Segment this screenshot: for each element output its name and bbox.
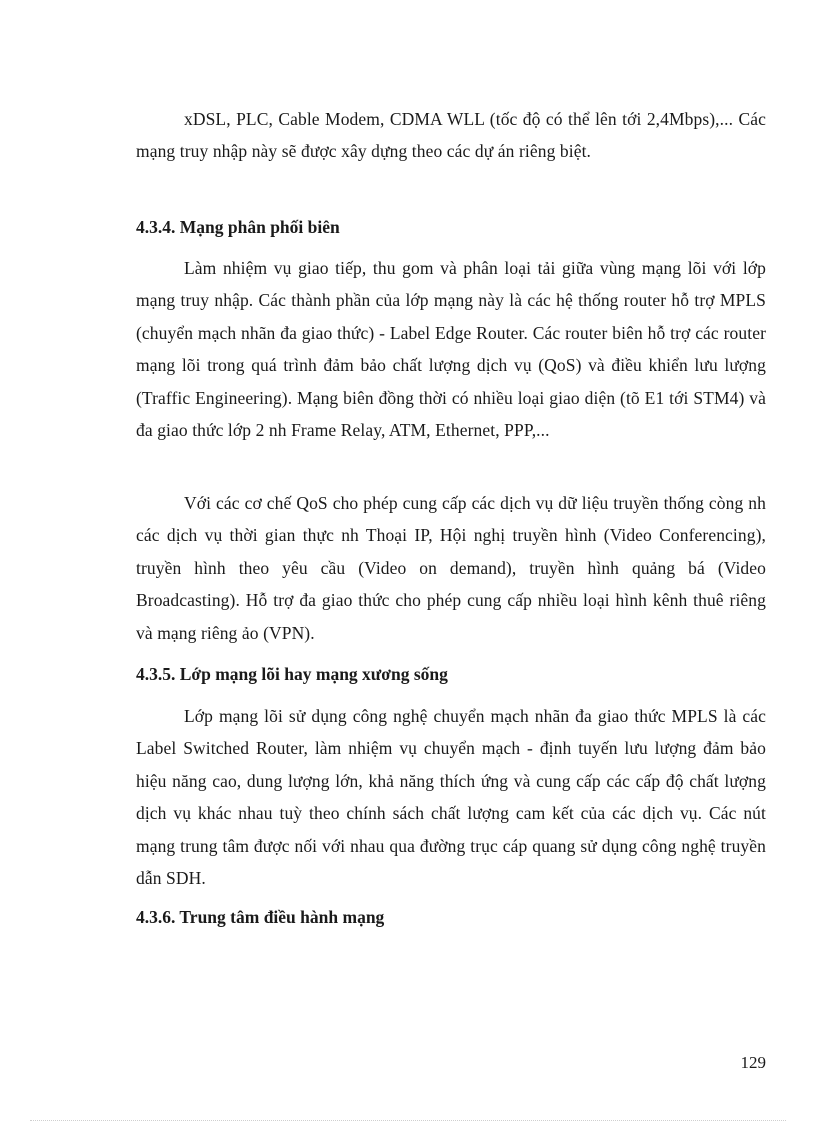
page-bottom-divider: [30, 1120, 786, 1121]
page-number: 129: [740, 1053, 766, 1072]
section-heading-4-3-5: 4.3.5. Lớp mạng lõi hay mạng xương sống: [136, 664, 448, 684]
document-page: [136, 0, 766, 1123]
paragraph-qos-services: Với các cơ chế QoS cho phép cung cấp các dịch vụ dữ liệu truyền thống còng nh các dịch vụ thời gian thực nh Thoại IP, Hội nghị truyền hình (Video Conferencing), truyền hình theo yêu cầu (Video on demand), truyền hình quảng bá (Video Broadcasting). Hỗ trợ đa giao thức cho phép cung cấp nhiều loại hình kênh thuê riêng và mạng riêng ảo (VPN).: [136, 493, 766, 643]
section-heading-4-3-4: 4.3.4. Mạng phân phối biên: [136, 217, 340, 237]
intro-paragraph: xDSL, PLC, Cable Modem, CDMA WLL (tốc độ có thể lên tới 2,4Mbps),... Các mạng truy nhập này sẽ được xây dựng theo các dự án riêng biệt.: [136, 109, 766, 162]
paragraph-edge-network-role: Làm nhiệm vụ giao tiếp, thu gom và phân loại tải giữa vùng mạng lõi với lớp mạng truy nhập. Các thành phần của lớp mạng này là các hệ thống router hỗ trợ MPLS (chuyển mạch nhãn đa giao thức) - Label Edge Router. Các router biên hỗ trợ các router mạng lõi trong quá trình đảm bảo chất lượng dịch vụ (QoS) và điều khiển lưu lượng (Traffic Engineering). Mạng biên đồng thời có nhiều loại giao diện (tõ E1 tới STM4) và đa giao thức lớp 2 nh Frame Relay, ATM, Ethernet, PPP,...: [136, 258, 766, 441]
section-heading-4-3-6: 4.3.6. Trung tâm điều hành mạng: [136, 907, 385, 927]
paragraph-core-network: Lớp mạng lõi sử dụng công nghệ chuyển mạch nhãn đa giao thức MPLS là các Label Switched Router, làm nhiệm vụ chuyển mạch - định tuyến lưu lượng đảm bảo hiệu năng cao, dung lượng lớn, khả năng thích ứng và cung cấp các cấp độ chất lượng dịch vụ khác nhau tuỳ theo chính sách chất lượng cam kết của các dịch vụ. Các nút mạng trung tâm được nối với nhau qua đường trục cáp quang sử dụng công nghệ truyền dẫn SDH.: [136, 706, 766, 889]
